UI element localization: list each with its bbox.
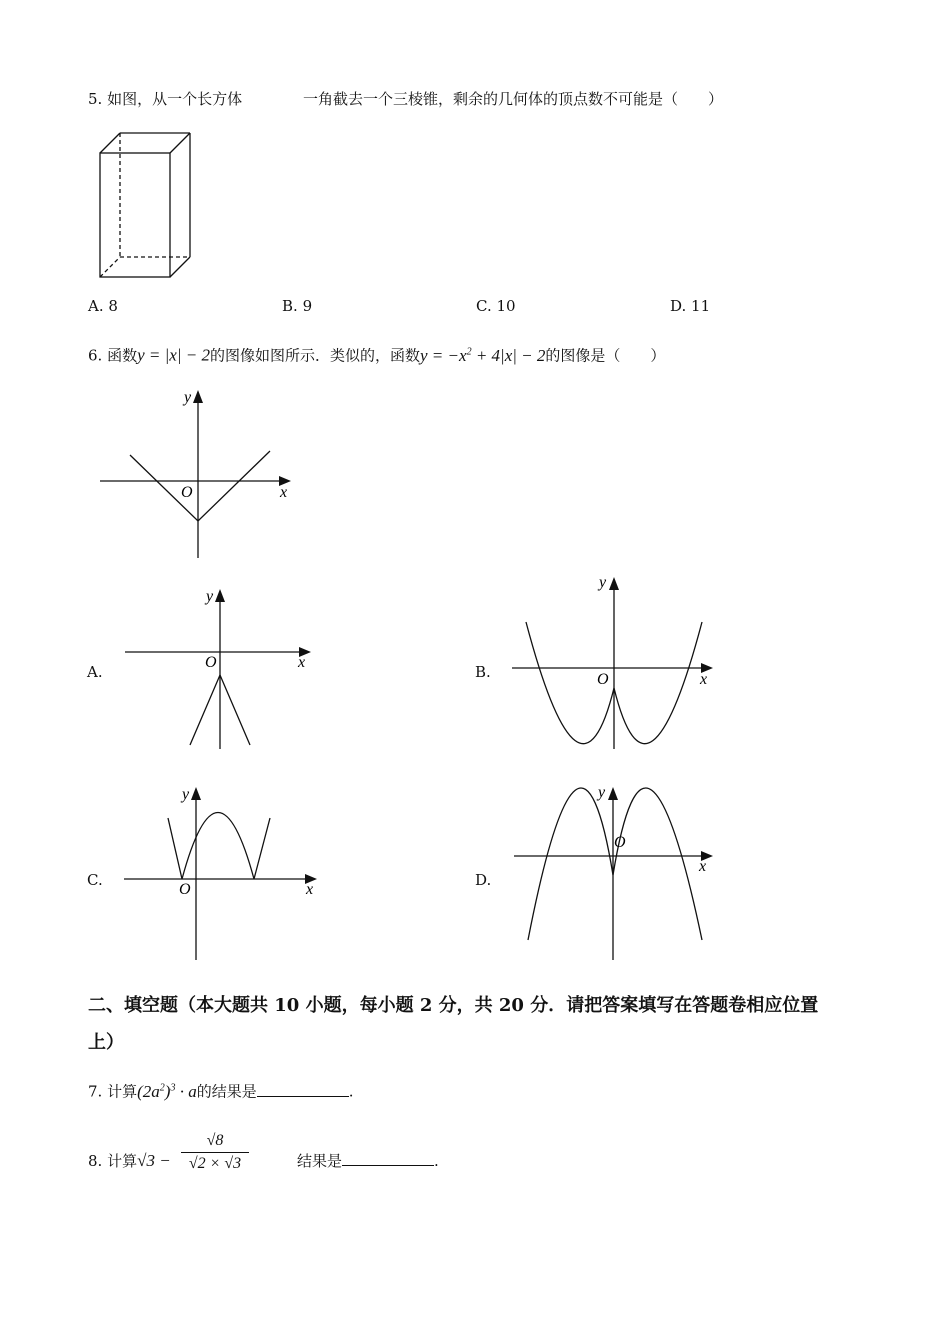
q7-stem: 7. 计算$(2a^2)^3 \cdot a$的结果是 . [88, 1081, 354, 1101]
q8-answer-line: 结果是 . [297, 1152, 439, 1170]
q6-func-2: $y = -x^2 + 4|x| - 2$ [420, 345, 546, 365]
q6-text-1: 函数 [107, 346, 138, 365]
y-label: y [184, 389, 192, 406]
section2-title-line2: 上） [88, 1032, 124, 1053]
q8-denominator: √2 × √3 [188, 1155, 242, 1172]
option-b-x-label: x [700, 671, 708, 688]
option-a-x-label: x [298, 654, 306, 671]
origin-label: O [181, 484, 193, 501]
x-label: x [280, 484, 288, 501]
q6-option-c[interactable]: C. [87, 871, 103, 889]
option-c-origin-label: O [179, 881, 191, 898]
q6-text-2: 的图像如图所示．类似的，函数 [210, 346, 421, 365]
option-d-y-label: y [598, 784, 606, 801]
q6-func-1: y = |x| − 2 [137, 345, 210, 365]
option-b-origin-label: O [597, 671, 609, 688]
q6-option-d[interactable]: D. [475, 871, 492, 889]
q8-answer-blank[interactable] [342, 1151, 434, 1166]
option-d-origin-label: O [614, 834, 626, 851]
option-a-origin-label: O [205, 654, 217, 671]
q8-text-2: 结果是 [297, 1152, 343, 1170]
q7-number: 7. [88, 1082, 103, 1101]
q7-answer-blank[interactable] [257, 1082, 349, 1097]
q6-option-a[interactable]: A. [87, 663, 103, 681]
q7-expression: $(2a^2)^3 \cdot a$ [137, 1081, 197, 1101]
q6-text-3: 的图像是（ ） [545, 346, 666, 365]
q5-option-c[interactable]: C. 10 [476, 297, 516, 315]
q5-number: 5. [88, 90, 103, 108]
option-a-y-label: y [206, 588, 214, 605]
q7-text-2: 的结果是 [196, 1082, 257, 1101]
q5-text-a: 如图，从一个长方体 [107, 90, 243, 108]
option-c-y-label: y [182, 786, 190, 803]
q6-option-b[interactable]: B. [475, 663, 491, 681]
q5-option-b[interactable]: B. 9 [282, 297, 313, 315]
q8-stem [88, 1151, 171, 1171]
q5-option-a[interactable]: A. 8 [88, 297, 118, 315]
q7-text-1: 计算 [107, 1082, 138, 1101]
option-d-x-label: x [699, 858, 707, 875]
option-b-y-label: y [599, 574, 607, 591]
q8-fraction [181, 1131, 249, 1174]
q8-fraction-bar [181, 1152, 249, 1153]
q8-expr-lead: √3 − [137, 1151, 171, 1170]
section2-title-line1: 二、填空题（本大题共 10 小题，每小题 2 分，共 20 分．请把答案填写在答题卷相应位置 [88, 995, 819, 1016]
q5-text-b: 一角截去一个三棱锥，剩余的几何体的顶点数不可能是（ ） [303, 90, 724, 108]
option-c-x-label: x [306, 881, 314, 898]
q8-numerator: √8 [206, 1132, 224, 1149]
q5-option-d[interactable]: D. 11 [670, 297, 711, 315]
q6-number: 6. [88, 346, 103, 365]
q8-number: 8. [88, 1152, 103, 1170]
q8-text-1: 计算 [107, 1152, 138, 1170]
